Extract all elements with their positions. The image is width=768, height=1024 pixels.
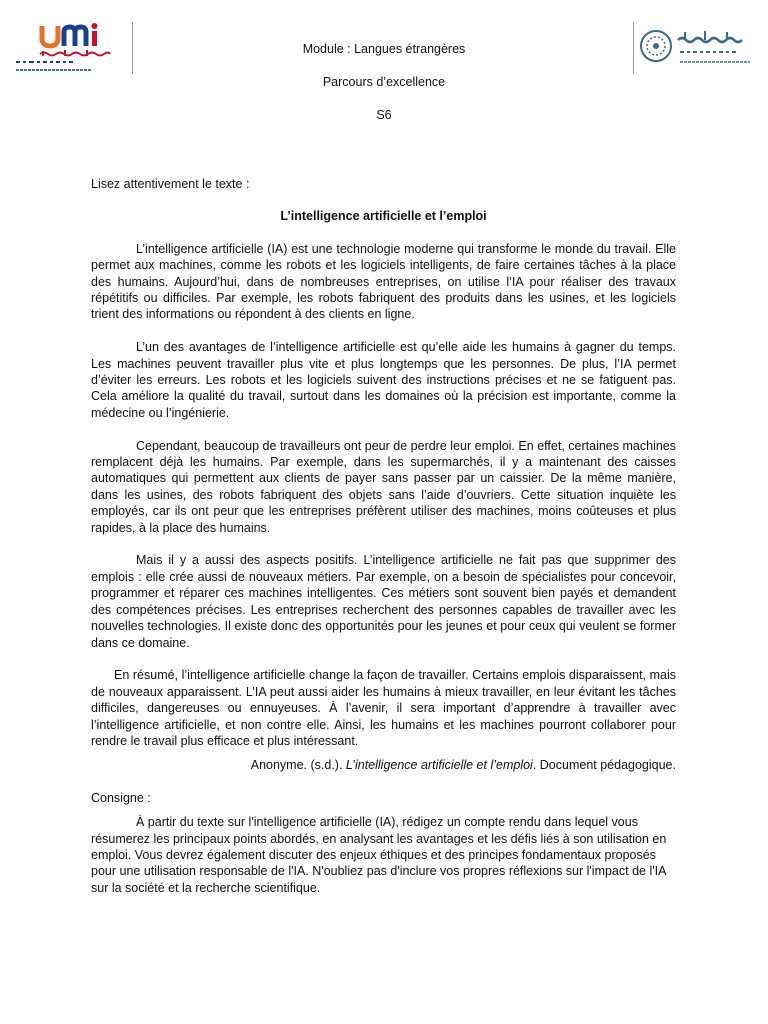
semester-label: S6: [376, 108, 392, 122]
paragraph-2: L’un des avantages de l’intelligence artificielle est qu’elle aide les humains à gagner du temps. Les machines peuvent travailler plus vite et plus longtemps que les personnes. De plus, l’IA permet d’éviter les erreurs. Les robots et les logiciels suivent des instructions précises et ne se fatiguent pas. Cela améliore la qualité du travail, surtout dans les domaines où la précision est importante, comme la médecine ou l’ingénierie.: [91, 340, 676, 420]
source-rest: . Document pédagogique.: [532, 758, 676, 773]
source-citation: [91, 757, 676, 773]
paragraph-5: En résumé, l’intelligence artificielle change la façon de travailler. Certains emplois disparaissent, mais de nouveaux apparaissent. L’IA peut aussi aider les humains à mieux travailler, en leur évitant les tâches difficiles, dangereuses ou ennuyeuses. À l’avenir, il sera important d’apprendre à travailler avec l’intelligence artificielle, et non contre elle. Ainsi, les humains et les machines pourront collaborer pour rendre le travail plus efficace et plus intéressant.: [91, 668, 676, 748]
header-divider-left: [132, 22, 133, 74]
paragraph-1: L’intelligence artificielle (IA) est une technologie moderne qui transforme le monde du travail. Elle permet aux machines, comme les robots et les logiciels intelligents, de faire certaines tâches à la place des humains. Aujourd’hui, dans de nombreuses entreprises, on utilise l’IA pour réaliser des travaux répétitifs ou difficiles. Par exemple, les robots fabriquent des produits dans les usines, et les logiciels trient des informations ou répondent à des clients en ligne.: [91, 241, 676, 322]
source-author: Anonyme. (s.d.).: [250, 758, 346, 773]
paragraph-4: Mais il y a aussi des aspects positifs. L’intelligence artificielle ne fait pas que supprimer des emplois : elle crée aussi de nouveaux métiers. Par exemple, on a besoin de spécialistes pour concevoir, programmer et réparer ces machines intelligentes. Ces métiers sont souvent bien payés et demandent des compétences précises. Les entreprises recherchent des personnes capables de travailler avec les nouvelles technologies. Il existe donc des opportunités pour les jeunes et pour ceux qui veulent se former dans ce domaine.: [91, 553, 676, 650]
source-work: L’intelligence artificielle et l’emploi: [345, 758, 533, 773]
faculty-logo: [638, 22, 756, 74]
text-title: L’intelligence artificielle et l’emploi: [280, 209, 487, 224]
track-label: Parcours d’excellence: [322, 75, 446, 89]
paragraph-3: Cependant, beaucoup de travailleurs ont peur de perdre leur emploi. En effet, certaines machines remplacent déjà les humains. Par exemple, dans les supermarchés, il y a maintenant des caisses automatiques qui permettent aux clients de payer sans passer par un caissier. De la même manière, dans les usines, des robots fabriquent des objets sans l’aide d’ouvriers. Cette situation inquiète les employés, car ils ont peur que les entreprises préfèrent utiliser des machines, moins coûteuses et plus rapides, à la place des humains.: [91, 438, 676, 535]
header-divider-right: [633, 22, 634, 74]
document-body: [91, 176, 676, 896]
consigne-label: Consigne :: [91, 790, 151, 805]
module-label: Module : Langues étrangères: [302, 42, 466, 56]
document-header: [150, 42, 618, 141]
reading-instruction: Lisez attentivement le texte :: [91, 177, 250, 191]
consigne-text: À partir du texte sur l'intelligence artificielle (IA), rédigez un compte rendu dans lequel vous résumerez les principaux points abordés, en analysant les avantages et les défis liés à son utilisation en emploi. Vous devrez également discuter des enjeux éthiques et des principes fondamentaux proposés pour une utilisation responsable de l'IA. N'oubliez pas d'inclure vos propres réflexions sur l'impact de l'IA sur la société et la recherche scientifique.: [91, 815, 667, 895]
university-logo: [12, 22, 134, 78]
